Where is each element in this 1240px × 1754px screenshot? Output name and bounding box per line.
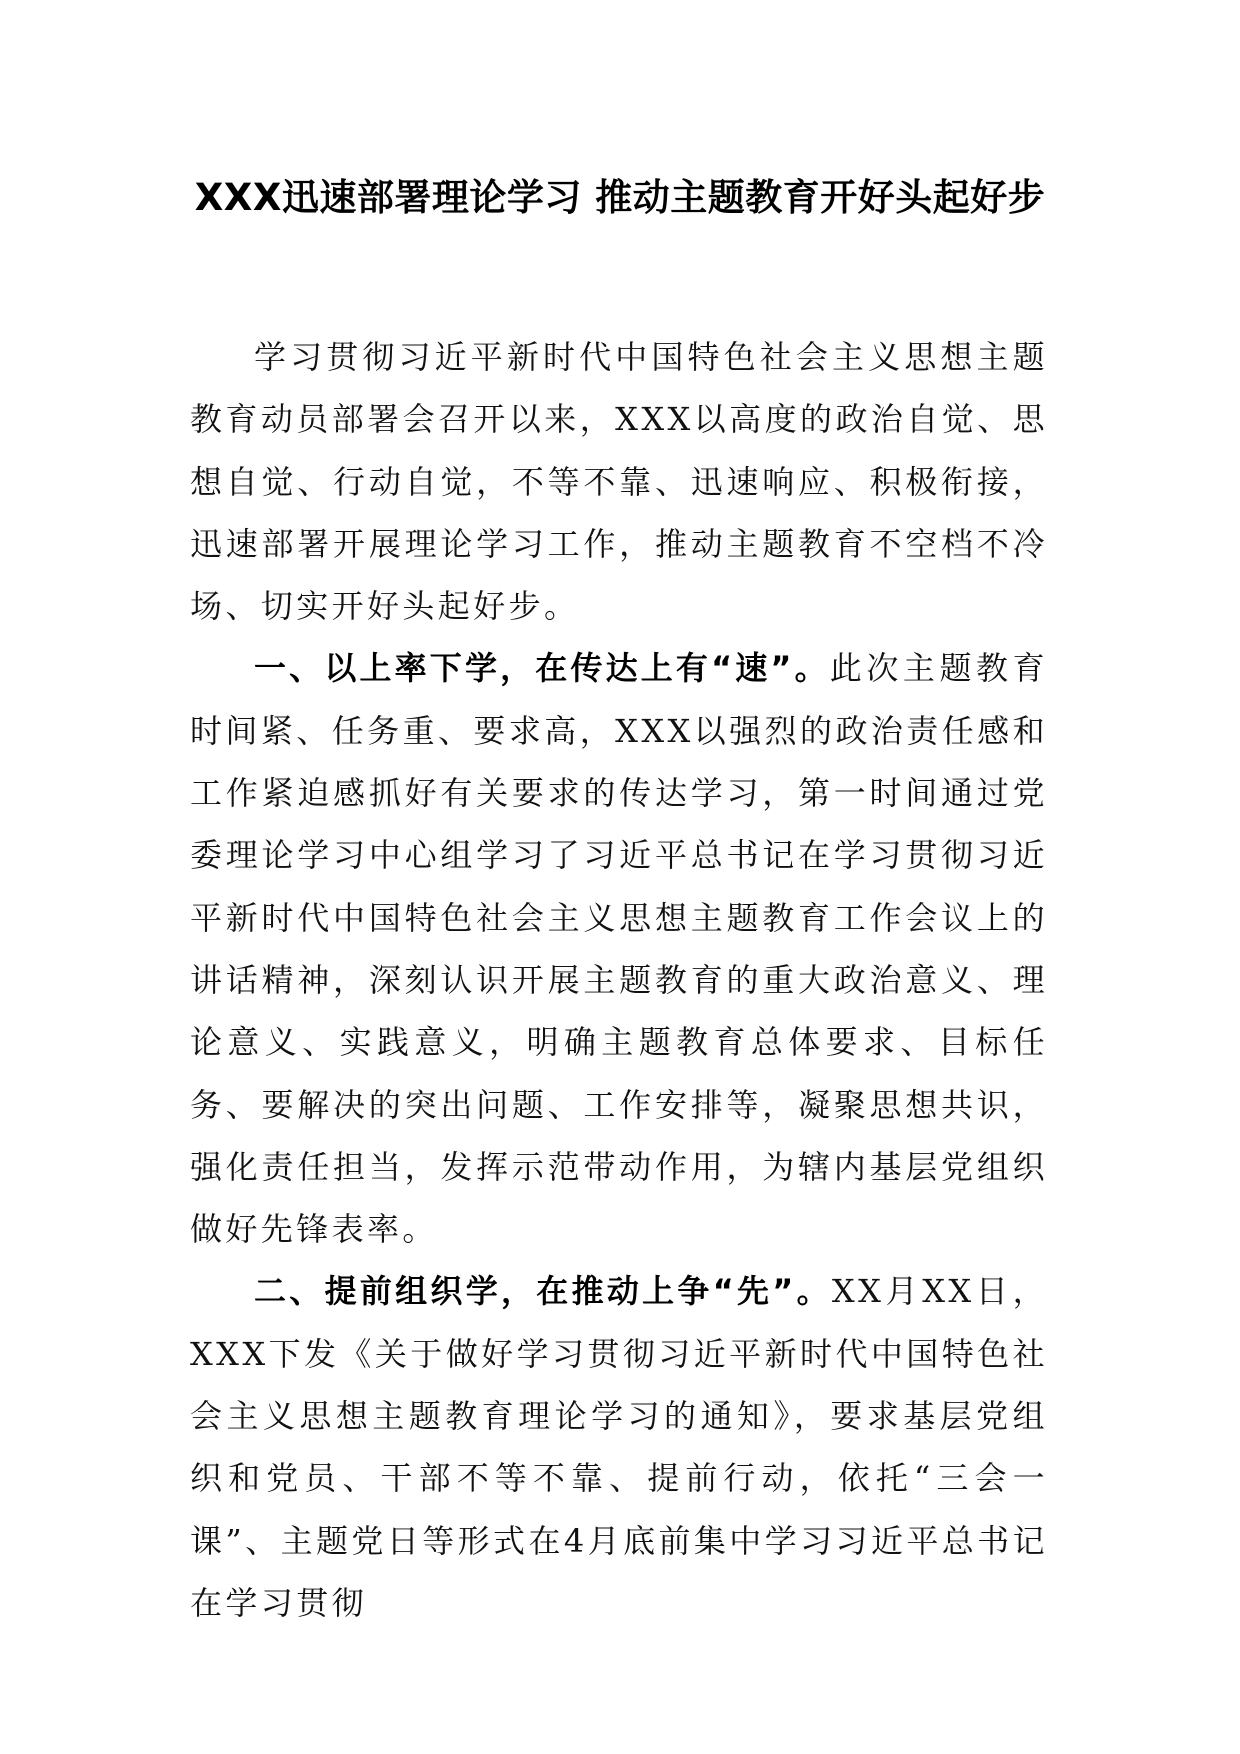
- intro-paragraph: [190, 326, 1048, 637]
- section-one-heading: 一、以上率下学，在传达上有“速”。: [254, 649, 830, 688]
- document-title: XXX迅速部署理论学习 推动主题教育开好头起好步: [194, 176, 1046, 219]
- document-body: [190, 326, 1048, 1634]
- paragraph-text: XX月XX日，XXX下发《关于做好学习贯彻习近平新时代中国特色社会主义思想主题教育理论学习的通知》，要求基层党组织和党员、干部不等不靠、提前行动，依托“三会一课”、主题党日等形式在4月底前集中学习习近平总书记在学习贯彻: [190, 1272, 1048, 1622]
- section-two-heading: 二、提前组织学，在推动上争“先”。: [254, 1272, 832, 1311]
- section-one-paragraph: [190, 637, 1048, 1260]
- paragraph-text: 此次主题教育时间紧、任务重、要求高，XXX以强烈的政治责任感和工作紧迫感抓好有关要求的传达学习，第一时间通过党委理论学习中心组学习了习近平总书记在学习贯彻习近平新时代中国特色社会主义思想主题教育工作会议上的讲话精神，深刻认识开展主题教育的重大政治意义、理论意义、实践意义，明确主题教育总体要求、目标任务、要解决的突出问题、工作安排等，凝聚思想共识，强化责任担当，发挥示范带动作用，为辖内基层党组织做好先锋表率。: [190, 649, 1048, 1249]
- paragraph-text: 学习贯彻习近平新时代中国特色社会主义思想主题教育动员部署会召开以来，XXX以高度的政治自觉、思想自觉、行动自觉，不等不靠、迅速响应、积极衔接，迅速部署开展理论学习工作，推动主题教育不空档不冷场、切实开好头起好步。: [190, 338, 1048, 626]
- section-two-paragraph: [190, 1260, 1048, 1634]
